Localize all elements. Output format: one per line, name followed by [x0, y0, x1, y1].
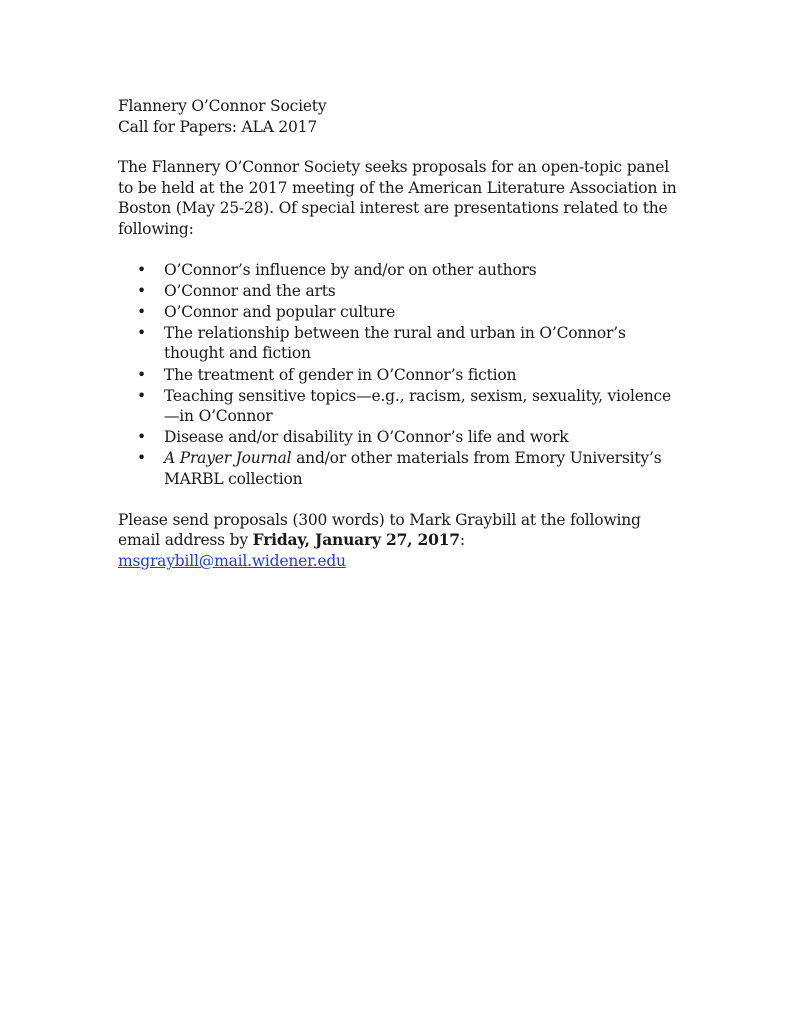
document-page: [118, 96, 678, 571]
topic-text: Disease and/or disability in O’Connor’s life and work: [164, 428, 569, 447]
bullet-icon: •: [137, 260, 146, 279]
list-item: [137, 281, 678, 302]
list-item: [137, 448, 678, 489]
list-item: [137, 386, 678, 427]
topic-text: O’Connor and the arts: [164, 281, 336, 300]
society-name: Flannery O’Connor Society: [118, 97, 327, 115]
topic-text: and/or other materials from Emory University’s MARBL collection: [164, 449, 662, 488]
bullet-icon: •: [137, 323, 146, 342]
bullet-icon: •: [137, 386, 146, 405]
deadline-date: Friday, January 27, 2017: [252, 530, 460, 550]
bullet-icon: •: [137, 449, 146, 468]
prayer-journal-title: A Prayer Journal: [164, 449, 292, 468]
list-item: [137, 260, 678, 281]
list-item: [137, 365, 678, 386]
document-header: [118, 96, 678, 137]
topic-text: O’Connor’s influence by and/or on other authors: [164, 260, 537, 279]
list-item: [137, 427, 678, 448]
topics-list: [118, 260, 678, 490]
topic-text: O’Connor and popular culture: [164, 302, 396, 321]
intro-paragraph: The Flannery O’Connor Society seeks proposals for an open-topic panel to be held at the 2017 meeting of the American Literature Association in Boston (May 25-28). Of special interest are presentations related to the following:: [118, 158, 677, 238]
bullet-icon: •: [137, 281, 146, 300]
bullet-icon: •: [137, 428, 146, 447]
closing-paragraph: [118, 510, 678, 572]
topic-text: The treatment of gender in O’Connor’s fiction: [164, 365, 517, 384]
bullet-icon: •: [137, 302, 146, 321]
closing-text: Please send proposals (300 words) to Mark Graybill at the following email address by: [118, 510, 641, 550]
bullet-icon: •: [137, 365, 146, 384]
email-link[interactable]: msgraybill@mail.widener.edu: [118, 551, 346, 570]
call-title: Call for Papers: ALA 2017: [118, 117, 317, 136]
topic-text: The relationship between the rural and urban in O’Connor’s thought and fiction: [164, 323, 626, 363]
list-item: [137, 323, 678, 364]
deadline-colon: :: [459, 531, 465, 550]
topic-text: Teaching sensitive topics—e.g., racism, sexism, sexuality, violence—in O’Connor: [164, 386, 671, 426]
list-item: [137, 302, 678, 323]
